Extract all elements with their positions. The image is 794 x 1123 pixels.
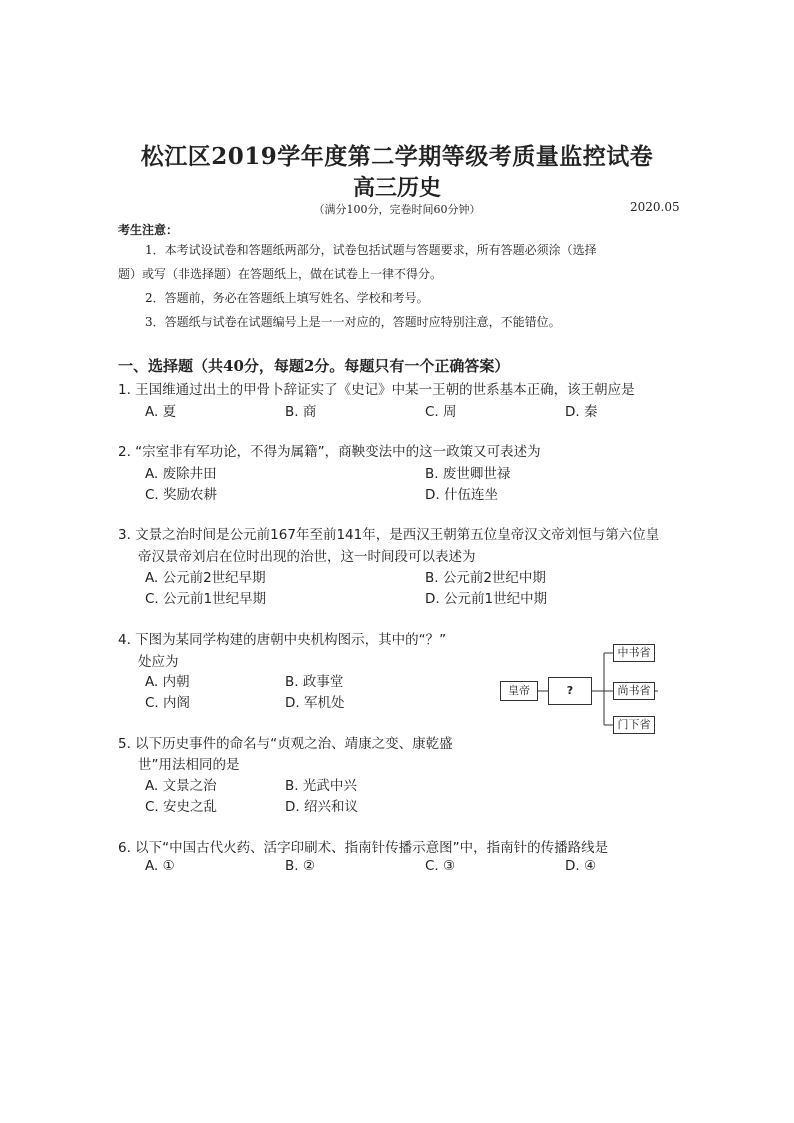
question-stem: 世”用法相同的是 <box>138 757 240 773</box>
option: A. 内朝 <box>145 674 190 690</box>
option: A. 夏 <box>145 404 177 420</box>
option: D. 军机处 <box>285 695 345 711</box>
option: A. 废除井田 <box>145 466 217 482</box>
box-menxia: 门下省 <box>613 716 655 734</box>
option: C. 公元前1世纪早期 <box>145 591 267 607</box>
notice-item: 1．本考试设试卷和答题纸两部分，试卷包括试题与答题要求，所有答题必须涂（选择 <box>145 243 597 257</box>
option: A. 文景之治 <box>145 778 217 794</box>
question-stem: 4. 下图为某同学构建的唐朝中央机构图示，其中的“？” <box>118 632 447 648</box>
option: C. 内阁 <box>145 695 191 711</box>
question-stem: 2. “宗室非有军功论，不得为属籍”，商鞅变法中的这一政策又可表述为 <box>118 444 541 460</box>
question-stem: 6. 以下“中国古代火药、活字印刷术、指南针传播示意图”中，指南针的传播路线是 <box>118 840 609 856</box>
question-stem: 帝汉景帝刘启在位时出现的治世，这一时间段可以表述为 <box>138 549 476 565</box>
option: B. 公元前2世纪中期 <box>425 570 546 586</box>
exam-date: 2020.05 <box>630 200 680 214</box>
option: B. 商 <box>285 404 317 420</box>
question-stem: 处应为 <box>138 654 179 670</box>
notice-heading: 考生注意： <box>118 223 179 237</box>
exam-meta: （满分100分，完卷时间60分钟） <box>313 203 481 216</box>
option: C. ③ <box>425 858 456 874</box>
notice-item: 2．答题前，务必在答题纸上填写姓名、学校和考号。 <box>145 291 429 305</box>
option: D. 秦 <box>565 404 598 420</box>
box-emperor: 皇帝 <box>500 681 538 701</box>
option: C. 安史之乱 <box>145 799 218 815</box>
page-subtitle: 高三历史 <box>352 175 441 201</box>
option: B. 政事堂 <box>285 674 344 690</box>
option: D. 公元前1世纪中期 <box>425 591 548 607</box>
option: C. 奖励农耕 <box>145 487 218 503</box>
question-stem: 5. 以下历史事件的命名与“贞观之治、靖康之变、康乾盛 <box>118 736 453 752</box>
question-stem: 3. 文景之治时间是公元前167年至前141年，是西汉王朝第五位皇帝汉文帝刘恒与第六位皇 <box>118 527 660 543</box>
option: B. 废世卿世禄 <box>425 466 511 482</box>
box-unknown: ? <box>548 677 592 705</box>
option: A. ① <box>145 858 175 874</box>
option: D. 绍兴和议 <box>285 799 358 815</box>
section-heading: 一、选择题（共40分，每题2分。每题只有一个正确答案） <box>118 357 510 375</box>
notice-item: 题）或写（非选择题）在答题纸上，做在试卷上一律不得分。 <box>118 267 443 281</box>
option: D. 什伍连坐 <box>425 487 498 503</box>
page-title: 松江区2019学年度第二学期等级考质量监控试卷 <box>140 143 654 170</box>
tang-structure-diagram <box>500 640 660 740</box>
option: D. ④ <box>565 858 597 874</box>
option: B. ② <box>285 858 315 874</box>
question-stem: 1. 王国维通过出土的甲骨卜辞证实了《史记》中某一王朝的世系基本正确，该王朝应是 <box>118 382 635 398</box>
box-shangshu: 尚书省 <box>613 682 655 700</box>
option: A. 公元前2世纪早期 <box>145 570 266 586</box>
option: C. 周 <box>425 404 457 420</box>
box-zhongshu: 中书省 <box>613 644 655 662</box>
option: B. 光武中兴 <box>285 778 357 794</box>
notice-item: 3．答题纸与试卷在试题编号上是一一对应的，答题时应特别注意，不能错位。 <box>145 315 561 329</box>
